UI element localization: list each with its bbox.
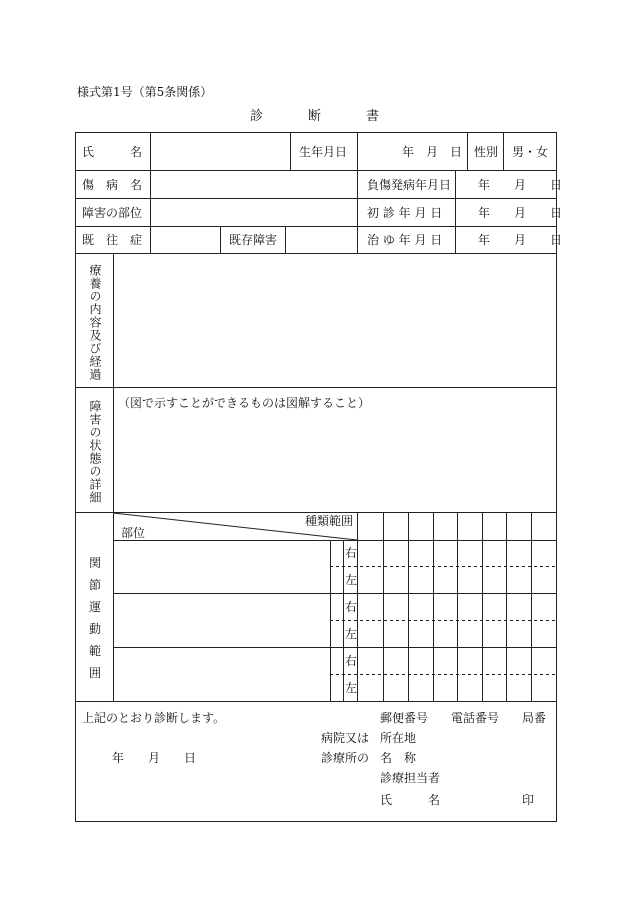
existing-disability-label: 既存障害 bbox=[229, 233, 278, 247]
exchange-label: 局番 bbox=[522, 711, 547, 725]
address-label: 所在地 bbox=[380, 731, 417, 745]
title-char-3: 書 bbox=[366, 109, 380, 124]
title-char-2: 断 bbox=[308, 109, 322, 124]
disease-label: 傷 病 名 bbox=[82, 178, 143, 192]
dob-label: 生年月日 bbox=[299, 145, 348, 159]
history-label: 既 往 症 bbox=[82, 233, 143, 247]
clinic-label: 診療所の bbox=[321, 751, 370, 765]
first-visit-label: 初 診 年 月 日 bbox=[367, 206, 443, 220]
joint-range-char-5: 範 bbox=[89, 644, 102, 658]
postal-code-label: 郵便番号 bbox=[380, 711, 429, 725]
hospital-label: 病院又は bbox=[321, 731, 370, 745]
part-label: 部位 bbox=[121, 526, 146, 540]
right-label-1: 右 bbox=[345, 546, 358, 560]
dob-fields: 年 月 日 bbox=[402, 145, 463, 159]
phone-label: 電話番号 bbox=[451, 711, 500, 725]
cure-date-fields: 年 月 日 bbox=[478, 233, 563, 247]
type-range-label: 種類範囲 bbox=[305, 514, 354, 528]
doctor-label: 診療担当者 bbox=[380, 771, 441, 785]
disability-part-label: 障害の部位 bbox=[82, 206, 143, 220]
seal-label: 印 bbox=[522, 793, 535, 807]
diagram-note: （図で示すことができるものは図解すること） bbox=[118, 396, 371, 410]
disability-detail-label: 障害の状態の詳細 bbox=[88, 400, 102, 504]
title-char-1: 診 bbox=[250, 109, 264, 124]
joint-range-char-6: 囲 bbox=[89, 666, 102, 680]
diagnosis-date-fields: 年 月 日 bbox=[112, 751, 197, 765]
joint-range-char-2: 節 bbox=[89, 578, 102, 592]
left-label-3: 左 bbox=[345, 681, 358, 695]
joint-range-char-4: 動 bbox=[89, 622, 102, 636]
joint-range-char-1: 関 bbox=[89, 556, 102, 570]
treatment-content-area[interactable] bbox=[115, 255, 555, 386]
sex-value: 男・女 bbox=[512, 145, 549, 159]
diagnosis-statement: 上記のとおり診断します。 bbox=[82, 711, 226, 725]
left-label-2: 左 bbox=[345, 627, 358, 641]
left-label-1: 左 bbox=[345, 573, 358, 587]
name-label: 氏 名 bbox=[82, 145, 143, 159]
facility-name-label: 名 称 bbox=[380, 751, 417, 765]
injury-date-label: 負傷発病年月日 bbox=[367, 178, 452, 192]
cure-date-label: 治 ゆ 年 月 日 bbox=[367, 233, 443, 247]
right-label-2: 右 bbox=[345, 600, 358, 614]
doctor-name-label: 氏 名 bbox=[380, 793, 441, 807]
first-visit-fields: 年 月 日 bbox=[478, 206, 563, 220]
disability-detail-content-area[interactable] bbox=[115, 412, 555, 510]
form-number: 様式第1号（第5条関係） bbox=[77, 85, 213, 99]
joint-range-char-3: 運 bbox=[89, 600, 102, 614]
sex-label: 性別 bbox=[474, 145, 499, 159]
injury-date-fields: 年 月 日 bbox=[478, 178, 563, 192]
right-label-3: 右 bbox=[345, 654, 358, 668]
treatment-label: 療養の内容及び経過 bbox=[88, 264, 102, 381]
